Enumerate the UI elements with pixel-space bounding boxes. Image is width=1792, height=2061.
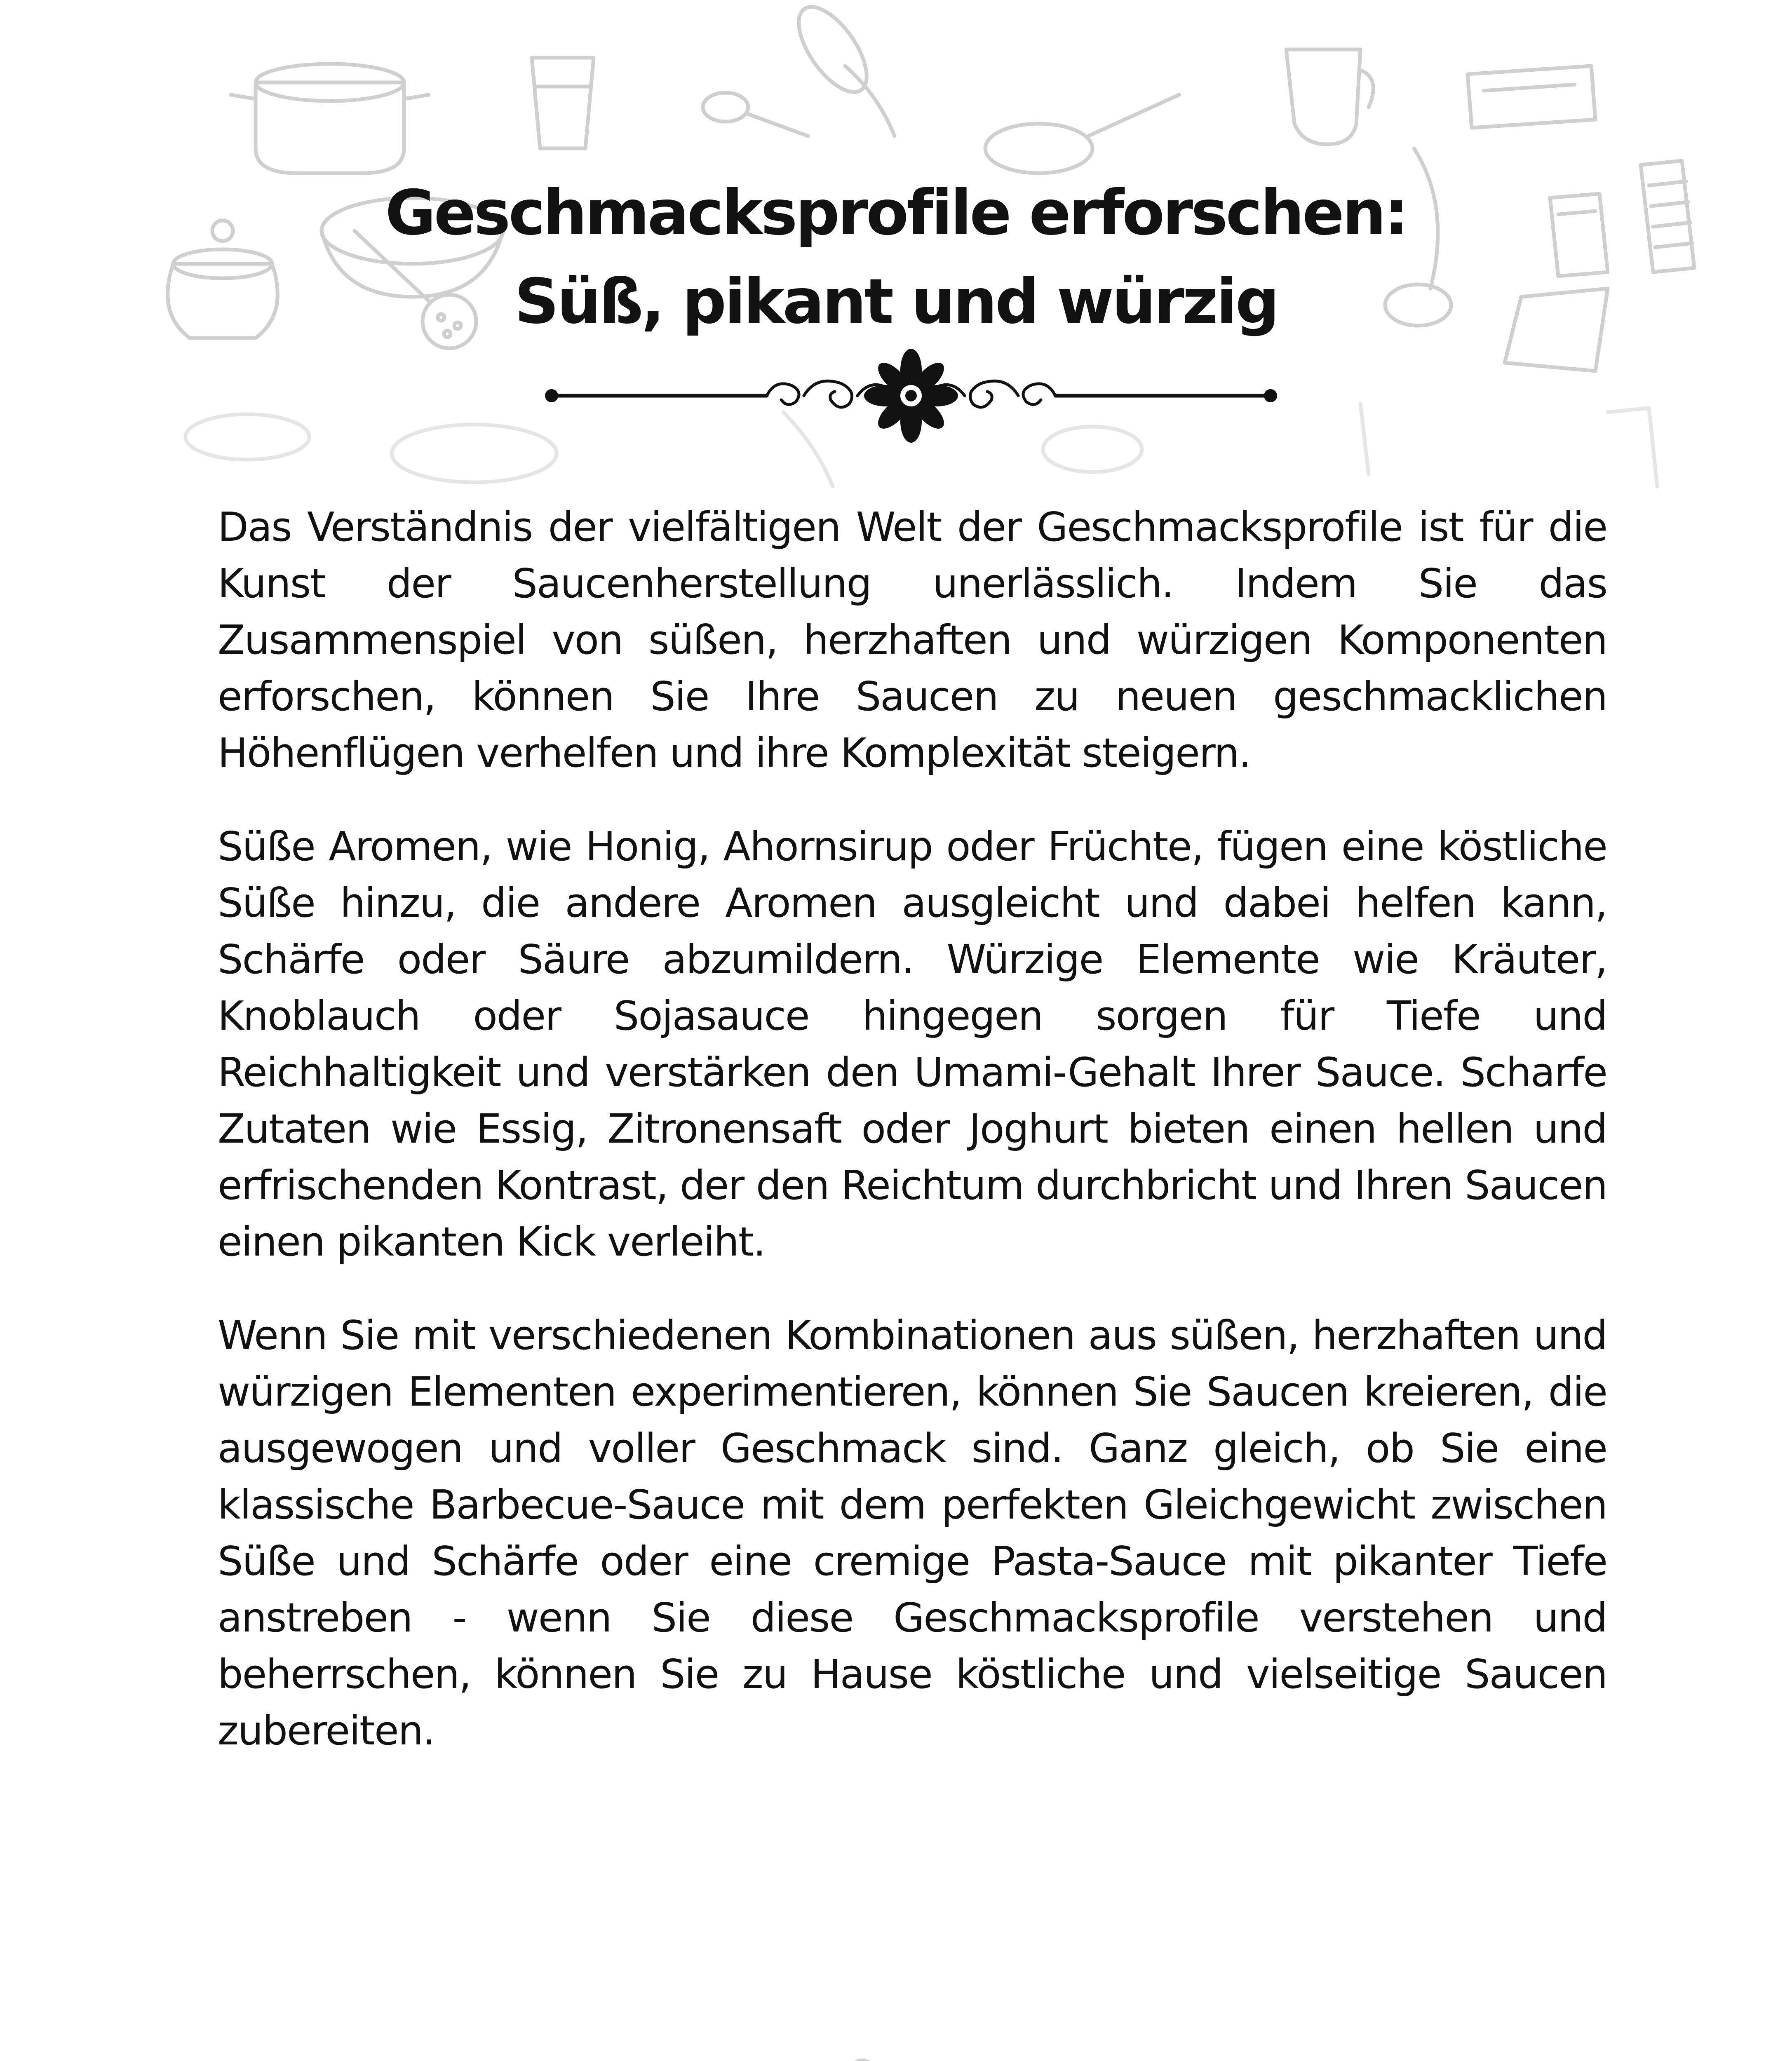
flower-ornament-icon	[864, 349, 958, 443]
cake-ring-icon	[1468, 66, 1595, 128]
title-divider	[544, 346, 1278, 445]
body-text	[218, 499, 1607, 1796]
page-title	[0, 169, 1792, 346]
paragraph-3: Wenn Sie mit verschiedenen Kombinationen aus süßen, herzhaften und würzigen Elementen experimentieren, können Sie Saucen kreieren, die ausgewogen und voller Geschmack sind. Ganz gleich, ob Sie eine klassische Barbecue-Sauce mit dem perfekten Gleichgewicht zwischen Süße und Schärfe oder eine cremige Pasta-Sauce mit pikanter Tiefe anstreben - wenn Sie diese Geschmacksprofile verstehen und beherrschen, können Sie zu Hause köstliche und vielseitige Saucen zubereiten.	[218, 1312, 1607, 1754]
paragraph-2: Süße Aromen, wie Honig, Ahornsirup oder Früchte, fügen eine köstliche Süße hinzu, die andere Aromen ausgleicht und dabei helfen kann, Schärfe oder Säure abzumildern. Würzige Elemente wie Kräuter, Knoblauch oder Sojasauce hingegen sorgen für Tiefe und Reichhaltigkeit und verstärken den Umami-Gehalt Ihrer Sauce. Scharfe Zutaten wie Essig, Zitronensaft oder Joghurt bieten einen hellen und erfrischenden Kontrast, der den Reichtum durchbricht und Ihren Saucen einen pikanten Kick verleiht.	[218, 823, 1607, 1265]
page-title-line-1: Geschmacksprofile erforschen:	[385, 177, 1407, 249]
whisk-icon	[836, 2053, 928, 2061]
paragraph-1: Das Verständnis der vielfältigen Welt der Geschmacksprofile ist für die Kunst der Saucenherstellung unerlässlich. Indem Sie das Zusammenspiel von süßen, herzhaften und würzigen Komponenten erforschen, können Sie Ihre Saucen zu neuen geschmacklichen Höhenflügen verhelfen und ihre Komplexität steigern.	[218, 504, 1607, 776]
pot-icon	[231, 64, 429, 173]
kitchen-pattern-bottom	[0, 2053, 1792, 2061]
jug-icon	[1286, 49, 1373, 144]
glass-icon	[532, 58, 594, 148]
whisk-icon	[786, 0, 895, 136]
frying-pan-icon	[985, 95, 1179, 173]
page-title-line-2: Süß, pikant und würzig	[514, 266, 1278, 338]
spoon-icon	[703, 93, 808, 136]
